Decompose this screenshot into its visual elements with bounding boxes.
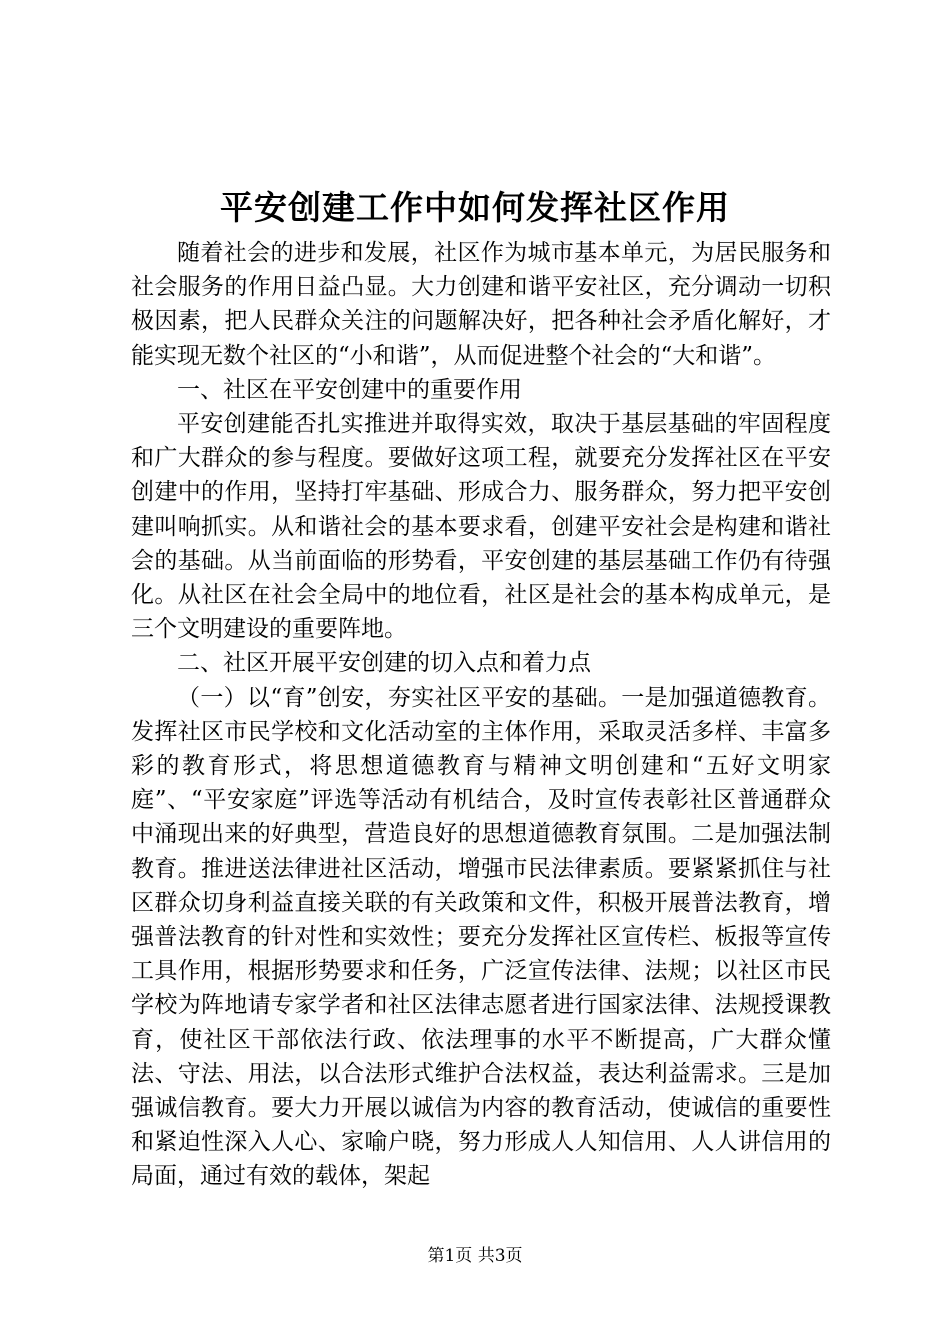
section-2-paragraph: （一）以“育”创安，夯实社区平安的基础。一是加强道德教育。发挥社区市民学校和文化活动室的主体作用，采取灵活多样、丰富多彩的教育形式，将思想道德教育与精神文明创建和“五好文明家庭”、“平安家庭”评选等活动有机结合，及时宣传表彰社区普通群众中涌现出来的好典型，营造良好的思想道德教育氛围。二是加强法制教育。推进送法律进社区活动，增强市民法律素质。要紧紧抓住与社区群众切身利益直接关联的有关政策和文件，积极开展普法教育，增强普法教育的针对性和实效性；要充分发挥社区宣传栏、板报等宣传工具作用，根据形势要求和任务，广泛宣传法律、法规；以社区市民学校为阵地请专家学者和社区法律志愿者进行国家法律、法规授课教育，使社区干部依法行政、依法理事的水平不断提高，广大群众懂法、守法、用法，以合法形式维护合法权益，表达利益需求。三是加强诚信教育。要大力开展以诚信为内容的教育活动，使诚信的重要性和紧迫性深入人心、家喻户晓，努力形成人人知信用、人人讲信用的局面，通过有效的载体，架起 <box>131 684 831 1190</box>
section-heading-1: 一、社区在平安创建中的重要作用 <box>177 376 522 403</box>
intro-paragraph: 随着社会的进步和发展，社区作为城市基本单元，为居民服务和社会服务的作用日益凸显。大力创建和谐平安社区，充分调动一切积极因素，把人民群众关注的问题解决好，把各种社会矛盾化解好，才能实现无数个社区的“小和谐”，从而促进整个社会的“大和谐”。 <box>131 240 831 369</box>
document-body <box>131 236 831 1194</box>
document-title: 平安创建工作中如何发挥社区作用 <box>220 188 730 227</box>
page-footer: 第1页 共3页 <box>427 1246 523 1266</box>
section-1-paragraph: 平安创建能否扎实推进并取得实效，取决于基层基础的牢固程度和广大群众的参与程度。要做好这项工程，就要充分发挥社区在平安创建中的作用，坚持打牢基础、形成合力、服务群众，努力把平安创建叫响抓实。从和谐社会的基本要求看，创建平安社会是构建和谐社会的基础。从当前面临的形势看，平安创建的基层基础工作仍有待强化。从社区在社会全局中的地位看，社区是社会的基本构成单元，是三个文明建设的重要阵地。 <box>131 411 831 643</box>
section-heading-2: 二、社区开展平安创建的切入点和着力点 <box>177 650 591 677</box>
